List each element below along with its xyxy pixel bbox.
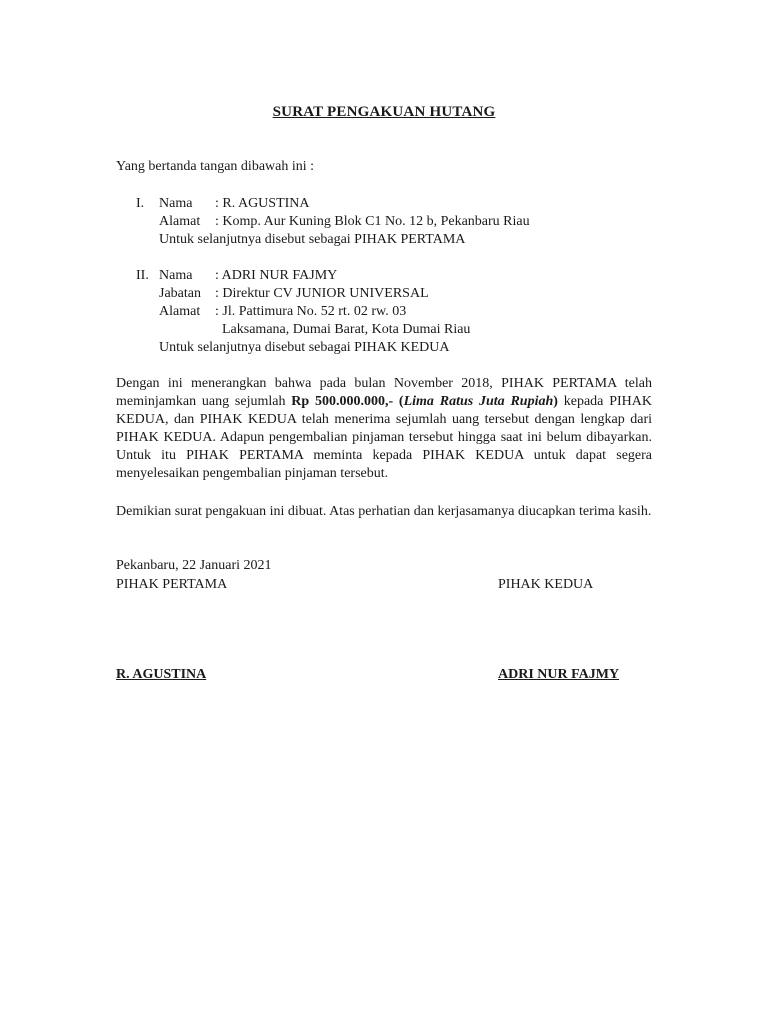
party2-alamat-label: Alamat	[159, 304, 201, 319]
party1-alamat-value: : Komp. Aur Kuning Blok C1 No. 12 b, Pekanbaru Riau	[215, 214, 530, 229]
party2-nama-value: : ADRI NUR FAJMY	[215, 268, 338, 283]
paragraph-1-text-a: Dengan ini menerangkan bahwa pada bulan November 2018, PIHAK PERTAMA telah meminjamkan uang sejumlah	[116, 376, 652, 409]
party1-alamat-label: Alamat	[159, 214, 201, 229]
party2-nama-label: Nama	[159, 268, 193, 283]
party2-number: II.	[136, 268, 149, 283]
document-title: SURAT PENGAKUAN HUTANG	[272, 104, 496, 120]
intro-text: Yang bertanda tangan dibawah ini :	[116, 159, 315, 174]
body-paragraph-2: Demikian surat pengakuan ini dibuat. Atas perhatian dan kerjasamanya diucapkan terima kasih.	[116, 504, 652, 519]
party2-alamat-value-2: Laksamana, Dumai Barat, Kota Dumai Riau	[222, 322, 471, 337]
party1-note: Untuk selanjutnya disebut sebagai PIHAK PERTAMA	[159, 232, 466, 247]
paragraph-1-text-b: kepada PIHAK KEDUA, dan PIHAK KEDUA telah menerima sejumlah uang tersebut dengan lengkap dari PIHAK KEDUA. Adapun pengembalian pinjaman tersebut hingga saat ini belum dibayarkan. Untuk itu PIHAK PERTAMA meminta kepada PIHAK KEDUA untuk dapat segera menyelesaikan pengembalian pinjaman tersebut.	[116, 394, 652, 481]
party1-nama-value: : R. AGUSTINA	[215, 196, 310, 211]
party2-note: Untuk selanjutnya disebut sebagai PIHAK KEDUA	[159, 340, 450, 355]
loan-amount: Rp 500.000.000,- (	[291, 394, 404, 409]
party2-jabatan-label: Jabatan	[159, 286, 201, 301]
right-role: PIHAK KEDUA	[498, 577, 594, 592]
right-signatory-name: ADRI NUR FAJMY	[498, 667, 620, 682]
party1-number: I.	[136, 196, 145, 211]
party1-nama-label: Nama	[159, 196, 193, 211]
loan-amount-close: )	[553, 394, 558, 409]
party2-alamat-value: : Jl. Pattimura No. 52 rt. 02 rw. 03	[215, 304, 407, 319]
left-role: PIHAK PERTAMA	[116, 577, 228, 592]
body-paragraph-1	[116, 375, 652, 483]
loan-amount-words: Lima Ratus Juta Rupiah	[403, 394, 554, 409]
party2-jabatan-value: : Direktur CV JUNIOR UNIVERSAL	[215, 286, 429, 301]
place-date: Pekanbaru, 22 Januari 2021	[116, 558, 272, 573]
left-signatory-name: R. AGUSTINA	[116, 667, 207, 682]
